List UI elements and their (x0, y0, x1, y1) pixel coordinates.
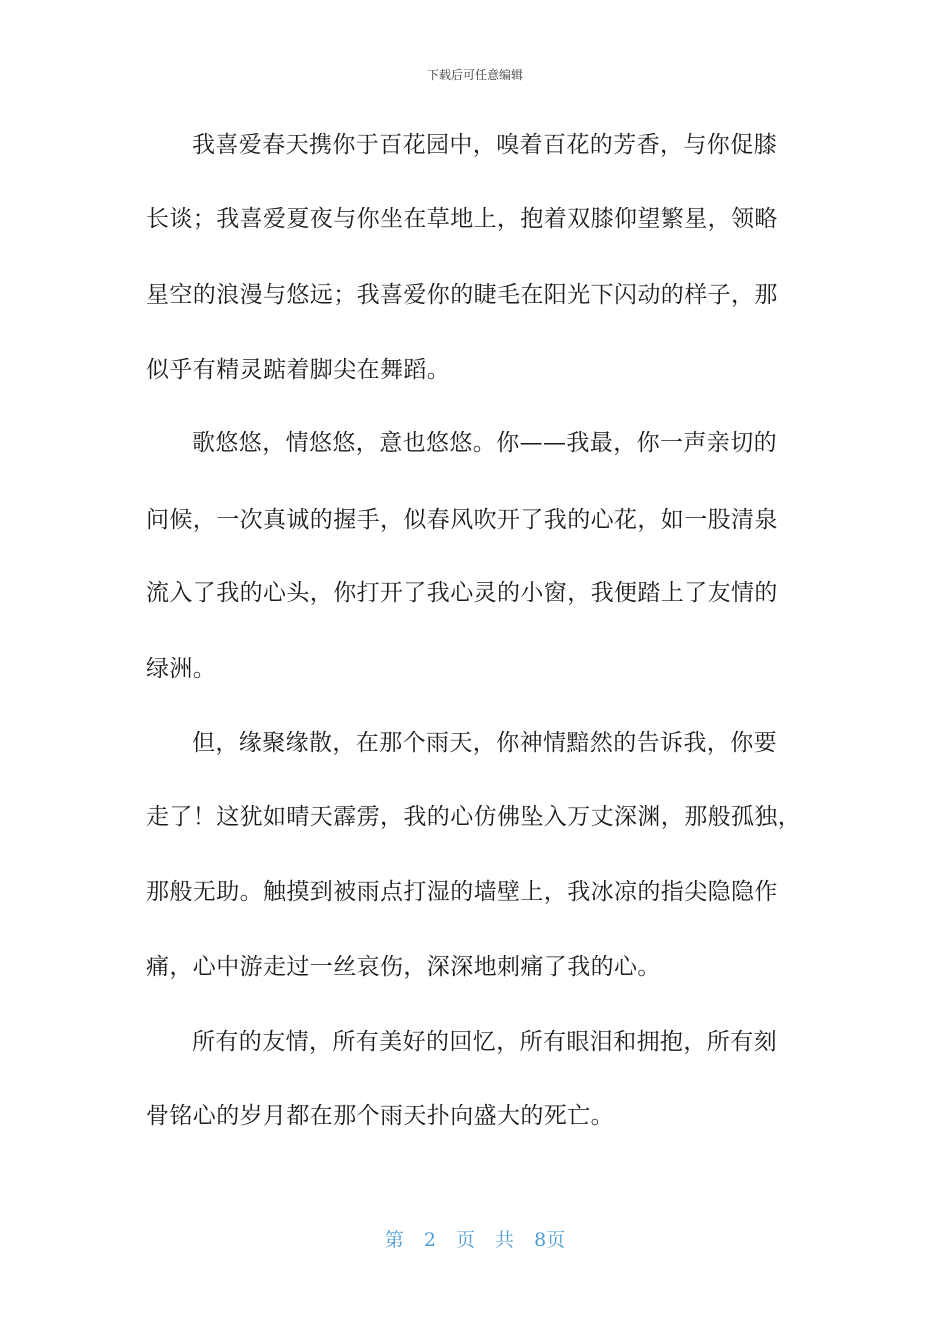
page-number: 2 (423, 1229, 436, 1251)
text-line: 长谈；我喜爱夏夜与你坐在草地上，抱着双膝仰望繁星，领略 (146, 206, 778, 232)
text-line: 所有的友情，所有美好的回忆，所有眼泪和拥抱，所有刻 (192, 1029, 777, 1055)
footer-ye: 页 (455, 1229, 475, 1251)
text-line: 问候，一次真诚的握手，似春风吹开了我的心花，如一股清泉 (146, 507, 778, 533)
text-line: 痛，心中游走过一丝哀伤，深深地刺痛了我的心。 (146, 954, 661, 980)
text-line: 流入了我的心头，你打开了我心灵的小窗，我便踏上了友情的 (146, 580, 778, 606)
footer-gong: 共 (495, 1229, 515, 1251)
text-line: 那般无助。触摸到被雨点打湿的墙壁上，我冰凉的指尖隐隐作 (146, 879, 778, 905)
text-line: 似乎有精灵踮着脚尖在舞蹈。 (146, 357, 451, 383)
text-line: 走了！这犹如晴天霹雳，我的心仿佛坠入万丈深渊，那般孤独， (146, 804, 802, 830)
text-line: 歌悠悠，情悠悠，意也悠悠。你——我最，你一声亲切的 (192, 430, 777, 456)
text-line: 骨铭心的岁月都在那个雨天扑向盛大的死亡。 (146, 1103, 614, 1129)
total-pages: 8页 (534, 1229, 566, 1251)
text-line: 但，缘聚缘散，在那个雨天，你神情黯然的告诉我，你要 (192, 730, 777, 756)
page-header: 下载后可任意编辑 (426, 68, 523, 82)
text-line: 我喜爱春天携你于百花园中，嗅着百花的芳香，与你促膝 (192, 132, 777, 158)
footer-di: 第 (384, 1229, 404, 1251)
text-line: 星空的浪漫与悠远；我喜爱你的睫毛在阳光下闪动的样子，那 (146, 282, 778, 308)
text-line: 绿洲。 (146, 656, 217, 682)
page-footer (0, 1225, 950, 1252)
